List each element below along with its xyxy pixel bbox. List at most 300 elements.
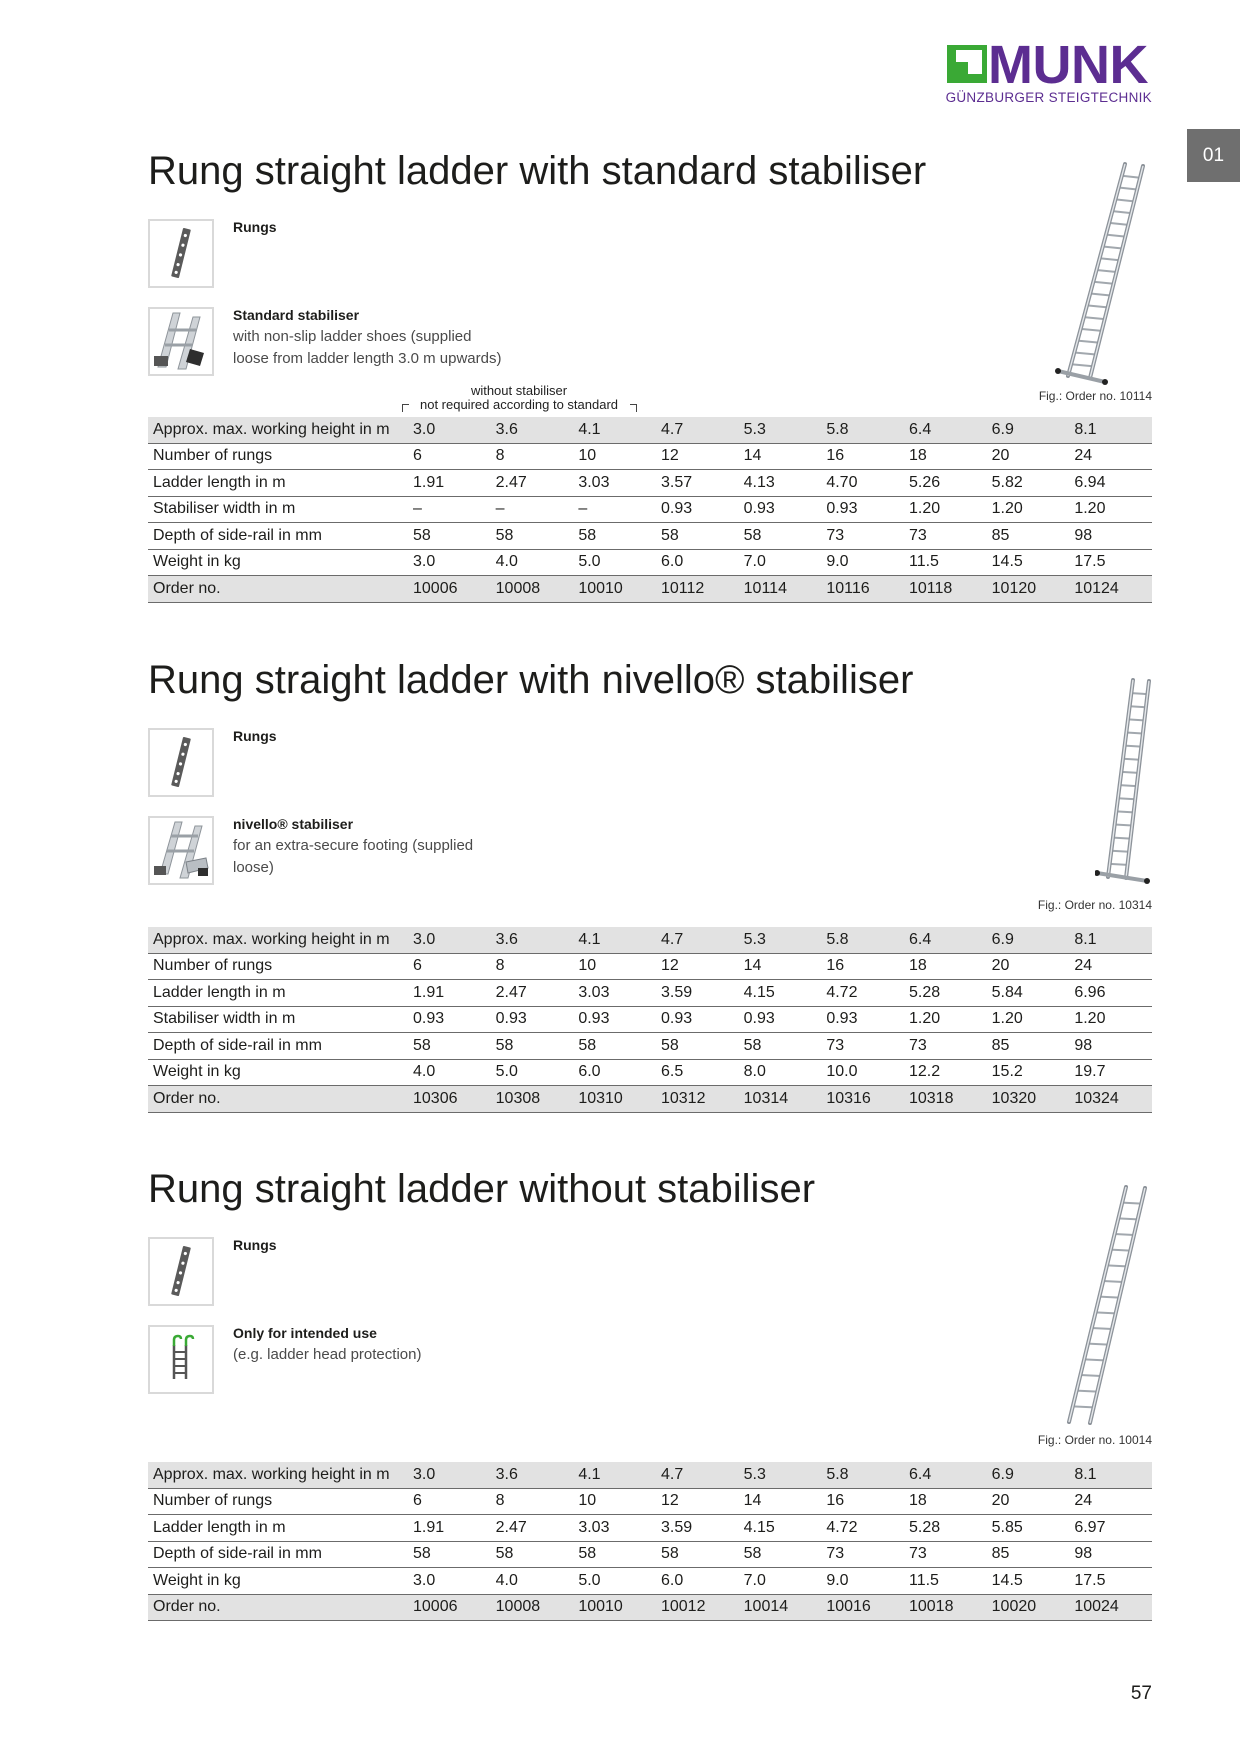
ladder-rung (1115, 824, 1132, 825)
table-cell: 8 (495, 1492, 505, 1510)
feature-rungs (233, 725, 277, 747)
row-label: Ladder length in m (153, 1518, 286, 1536)
table-cell: 0.93 (826, 1010, 858, 1028)
table-cell: 4.1 (578, 420, 601, 438)
table-cell: 0.93 (743, 1010, 775, 1028)
table-cell: 18 (908, 1492, 927, 1510)
table-cell: 8.1 (1074, 420, 1097, 438)
table-cell: 1.91 (413, 983, 445, 1001)
feature-intended-use (233, 1322, 421, 1366)
table-cell: 58 (660, 526, 679, 544)
table-cell: 9.0 (826, 1571, 849, 1589)
table-cell: 4.13 (743, 473, 775, 491)
table-cell: 10112 (660, 579, 705, 597)
table-cell: 12 (660, 957, 679, 975)
table-cell: 58 (660, 1036, 679, 1054)
table-cell: 4.0 (413, 1063, 436, 1081)
row-label: Depth of side-rail in mm (153, 1545, 322, 1563)
note-not-required: not required according to standard (419, 397, 618, 412)
table-cell: 6.0 (660, 1571, 684, 1589)
table-header-row (148, 1462, 1152, 1489)
table-cell: 1.91 (413, 473, 445, 491)
table-cell: 10018 (908, 1598, 954, 1616)
feature-description-line: for an extra-secure footing (supplied (233, 837, 474, 854)
table-row (148, 523, 1152, 550)
table-cell: 6.0 (578, 1063, 601, 1081)
table-row (148, 1489, 1152, 1516)
table-cell: 14 (743, 957, 762, 975)
table-cell: 6.5 (660, 1063, 684, 1081)
table-row (148, 444, 1152, 471)
feature-label: Only for intended use (233, 1325, 377, 1341)
table-cell: 10324 (1074, 1089, 1119, 1107)
table-cell: 58 (495, 1036, 514, 1054)
figure-caption: Fig.: Order no. 10314 (1037, 898, 1152, 912)
row-label: Ladder length in m (153, 983, 286, 1001)
table-cell: 10008 (495, 579, 541, 597)
rung-icon (148, 1237, 214, 1306)
ladder-rung (1093, 282, 1113, 284)
ladder-foot (1055, 368, 1061, 374)
table-cell: 6 (413, 447, 422, 465)
table-cell: 4.0 (495, 553, 518, 571)
table-cell: 98 (1074, 526, 1093, 544)
table-cell: 3.6 (495, 1465, 518, 1483)
table-cell: 6.9 (991, 1465, 1014, 1483)
table-cell: 10124 (1074, 579, 1119, 597)
table-cell: 6.4 (908, 1465, 932, 1483)
ladder-rung (1110, 864, 1128, 865)
table-cell: – (578, 500, 588, 518)
table-cell: 5.0 (495, 1063, 518, 1081)
table-cell: 6.9 (991, 930, 1014, 948)
table-cell: 6.4 (908, 420, 932, 438)
ladder-rung (1125, 746, 1142, 747)
table-cell: – (495, 500, 505, 518)
table-cell: 2.47 (495, 473, 527, 491)
ladder-rung (1081, 329, 1102, 331)
table-cell: 4.0 (495, 1571, 518, 1589)
row-label: Approx. max. working height in m (153, 930, 390, 948)
table-cell: 12 (660, 447, 679, 465)
figure-caption: Fig.: Order no. 10014 (1037, 1433, 1152, 1447)
feature-nivello-stabiliser (233, 813, 473, 879)
table-cell: 58 (578, 526, 597, 544)
table-cell: 10310 (578, 1089, 623, 1107)
feature-label: Rungs (233, 219, 277, 235)
table-cell: 4.72 (826, 1518, 858, 1536)
ladder-rung (1131, 693, 1147, 694)
table-cell: – (413, 500, 422, 518)
row-label: Order no. (153, 579, 221, 597)
ladder-rung (1121, 772, 1138, 773)
ladder-rung (1130, 706, 1146, 707)
ladder-figure (1095, 672, 1155, 892)
table-cell: 3.57 (660, 473, 693, 491)
row-label: Order no. (153, 1089, 221, 1107)
table-cell: 16 (826, 1492, 845, 1510)
table-cell: 58 (743, 1545, 762, 1563)
table-cell: 3.6 (495, 420, 518, 438)
table-cell: 10012 (660, 1598, 706, 1616)
table-cell: 3.0 (413, 1465, 436, 1483)
ladder-rung (1071, 364, 1093, 366)
table-cell: 10120 (991, 579, 1037, 597)
ladder-rung (1120, 785, 1137, 786)
table-cell: 3.03 (578, 983, 610, 1001)
feature-rungs (233, 1234, 277, 1256)
ladder-rung (1084, 317, 1105, 319)
table-cell: 5.3 (743, 930, 766, 948)
munk-logo-wordmark: MUNK (988, 35, 1148, 95)
table-cell: 58 (578, 1545, 597, 1563)
row-label: Number of rungs (153, 1492, 273, 1510)
ladder-rung (1107, 1265, 1127, 1266)
table-cell: 5.3 (743, 420, 766, 438)
ladder-rung (1111, 851, 1129, 852)
table-cell: 0.93 (495, 1010, 527, 1028)
note-bracket-left (402, 404, 409, 412)
ladder-figure (1060, 1182, 1155, 1430)
ladder-rung (1109, 223, 1128, 225)
ladder-rung (1073, 1406, 1094, 1407)
ladder-rung (1103, 246, 1123, 248)
table-cell: 3.0 (413, 1571, 436, 1589)
table-header-row (148, 417, 1152, 444)
table-cell: 7.0 (743, 1571, 766, 1589)
feature-description-line: loose) (233, 859, 274, 876)
table-cell: 10010 (578, 1598, 623, 1616)
row-label: Weight in kg (153, 553, 241, 571)
feature-description-line: loose from ladder length 3.0 m upwards) (233, 350, 502, 367)
table-cell: 5.84 (991, 983, 1023, 1001)
note-without-stabiliser: without stabiliser (470, 383, 568, 398)
table-cell: 14 (743, 447, 762, 465)
table-cell: 10006 (413, 579, 458, 597)
table-cell: 5.0 (578, 1571, 601, 1589)
table-cell: 10116 (826, 579, 870, 597)
table-cell: 6 (413, 957, 422, 975)
table-cell: 58 (495, 1545, 514, 1563)
table-cell: 3.0 (413, 553, 436, 571)
table-cell: 17.5 (1074, 553, 1106, 571)
table-cell: 5.8 (826, 1465, 849, 1483)
spec-table (148, 927, 1152, 1113)
table-cell: 58 (413, 526, 431, 544)
table-cell: 73 (908, 1545, 927, 1563)
table-cell: 10 (578, 1492, 597, 1510)
ladder-rung (1092, 1328, 1112, 1329)
ladder-figure (1055, 158, 1155, 386)
table-row (148, 1515, 1152, 1542)
table-cell: 85 (991, 1036, 1010, 1054)
table-cell: 4.7 (660, 1465, 684, 1483)
table-cell: 1.91 (413, 1518, 445, 1536)
table-row (148, 1086, 1152, 1113)
table-cell: 14.5 (991, 1571, 1023, 1589)
table-cell: 20 (991, 957, 1010, 975)
figure-caption: Fig.: Order no. 10114 (1038, 389, 1152, 403)
ladder-rung (1126, 733, 1143, 734)
table-cell: 8 (495, 447, 505, 465)
table-row (148, 576, 1152, 603)
page-number: 57 (1130, 1683, 1152, 1704)
table-cell: 3.59 (660, 983, 693, 1001)
feature-label: Rungs (233, 1237, 277, 1253)
table-cell: 10 (578, 447, 597, 465)
stabiliser-icon (148, 307, 214, 376)
ladder-rung (1084, 1359, 1104, 1360)
table-cell: 10320 (991, 1089, 1037, 1107)
table-cell: 16 (826, 957, 845, 975)
ladder-rung (1099, 1297, 1119, 1298)
table-cell: 0.93 (578, 1010, 610, 1028)
row-label: Depth of side-rail in mm (153, 526, 322, 544)
table-cell: 3.0 (413, 420, 436, 438)
table-cell: 6.0 (660, 553, 684, 571)
table-header-row (148, 927, 1152, 954)
section-title: Rung straight ladder without stabiliser (148, 1167, 816, 1211)
table-cell: 4.1 (578, 930, 601, 948)
table-cell: 20 (991, 1492, 1010, 1510)
table-cell: 8.0 (743, 1063, 766, 1081)
feature-label: Rungs (233, 728, 277, 744)
row-label: Ladder length in m (153, 473, 286, 491)
table-cell: 58 (413, 1036, 431, 1054)
table-cell: 8.1 (1074, 1465, 1097, 1483)
table-cell: 18 (908, 447, 927, 465)
table-row (148, 550, 1152, 577)
feature-label: Standard stabiliser (233, 307, 360, 323)
table-cell: 5.8 (826, 930, 849, 948)
table-cell: 1.20 (1074, 1010, 1106, 1028)
table-cell: 73 (826, 526, 845, 544)
table-cell: 10016 (826, 1598, 871, 1616)
chapter-tab: 01 (1187, 129, 1240, 182)
ladder-rung (1128, 719, 1144, 720)
table-cell: 8.1 (1074, 930, 1097, 948)
row-label: Order no. (153, 1598, 221, 1616)
table-cell: 3.0 (413, 930, 436, 948)
table-cell: 5.82 (991, 473, 1023, 491)
table-cell: 6.97 (1074, 1518, 1106, 1536)
table-cell: 24 (1074, 447, 1093, 465)
table-cell: 58 (413, 1545, 431, 1563)
table-cell: 10010 (578, 579, 623, 597)
table-cell: 24 (1074, 1492, 1093, 1510)
table-row (148, 470, 1152, 497)
feature-description-line: (e.g. ladder head protection) (233, 1346, 422, 1363)
spec-table (148, 1462, 1152, 1621)
ladder-rung (1080, 1375, 1101, 1376)
table-cell: 10314 (743, 1089, 789, 1107)
table-row (148, 1033, 1152, 1060)
table-cell: 2.47 (495, 983, 527, 1001)
table-cell: 73 (908, 526, 927, 544)
ladder-rung (1112, 211, 1131, 213)
table-cell: 7.0 (743, 553, 766, 571)
nivello-stabiliser-icon (148, 816, 214, 885)
table-cell: 5.3 (743, 1465, 766, 1483)
table-cell: 73 (826, 1545, 845, 1563)
ladder-rung (1078, 341, 1099, 343)
table-cell: 10306 (413, 1089, 458, 1107)
table-cell: 73 (826, 1036, 845, 1054)
ladder-rung (1087, 305, 1108, 307)
table-cell: 15.2 (991, 1063, 1023, 1081)
table-cell: 10024 (1074, 1598, 1119, 1616)
row-label: Number of rungs (153, 957, 273, 975)
table-cell: 6.94 (1074, 473, 1106, 491)
table-cell: 58 (660, 1545, 679, 1563)
table-cell: 58 (495, 526, 514, 544)
feature-standard-stabiliser (233, 304, 501, 370)
table-cell: 14.5 (991, 553, 1023, 571)
spec-table (148, 417, 1152, 603)
table-cell: 11.5 (908, 553, 939, 571)
table-cell: 6 (413, 1492, 422, 1510)
table-cell: 4.1 (578, 1465, 601, 1483)
table-cell: 16 (826, 447, 845, 465)
row-label: Weight in kg (153, 1571, 241, 1589)
table-cell: 5.0 (578, 553, 601, 571)
table-cell: 0.93 (413, 1010, 445, 1028)
table-cell: 10006 (413, 1598, 458, 1616)
table-row (148, 980, 1152, 1007)
table-cell: 10312 (660, 1089, 706, 1107)
table-cell: 3.03 (578, 473, 610, 491)
rung-icon (148, 219, 214, 288)
ladder-rung (1111, 1250, 1131, 1251)
table-cell: 20 (991, 447, 1010, 465)
table-cell: 2.47 (495, 1518, 527, 1536)
table-cell: 11.5 (908, 1571, 939, 1589)
table-row (148, 1568, 1152, 1595)
table-cell: 6.9 (991, 420, 1014, 438)
feature-description-line: with non-slip ladder shoes (supplied (233, 328, 472, 345)
table-row (148, 497, 1152, 524)
ladder-rung (1116, 811, 1133, 812)
section-title: Rung straight ladder with standard stabiliser (148, 149, 927, 193)
table-cell: 3.59 (660, 1518, 693, 1536)
table-cell: 3.03 (578, 1518, 610, 1536)
note-bracket-right (630, 404, 637, 412)
table-cell: 58 (743, 526, 762, 544)
ladder-rung (1077, 1391, 1098, 1392)
ladder-foot (1144, 878, 1150, 884)
ladder-rung (1103, 1281, 1123, 1282)
ladder-rung (1096, 1312, 1116, 1313)
section-title: Rung straight ladder with nivello® stabiliser (148, 658, 914, 702)
ladder-rung (1097, 270, 1117, 272)
table-cell: 8 (495, 957, 505, 975)
table-cell: 12.2 (908, 1063, 941, 1081)
rung-icon (148, 728, 214, 797)
ladder-rung (1122, 176, 1140, 178)
table-cell: 1.20 (991, 500, 1023, 518)
table-cell: 1.20 (991, 1010, 1023, 1028)
table-cell: 10.0 (826, 1063, 858, 1081)
row-label: Depth of side-rail in mm (153, 1036, 322, 1054)
ladder-rung (1119, 188, 1137, 190)
table-cell: 5.28 (908, 983, 941, 1001)
table-cell: 1.20 (908, 1010, 941, 1028)
table-cell: 10114 (743, 579, 787, 597)
table-cell: 5.85 (991, 1518, 1023, 1536)
table-cell: 85 (991, 1545, 1010, 1563)
table-cell: 4.15 (743, 1518, 775, 1536)
row-label: Stabiliser width in m (153, 500, 296, 518)
table-cell: 14 (743, 1492, 762, 1510)
table-row (148, 1595, 1152, 1622)
table-row (148, 1007, 1152, 1034)
table-cell: 85 (991, 526, 1010, 544)
table-cell: 4.15 (743, 983, 775, 1001)
table-cell: 12 (660, 1492, 679, 1510)
table-cell: 0.93 (743, 500, 775, 518)
ladder-foot (1102, 379, 1108, 385)
row-label: Approx. max. working height in m (153, 420, 390, 438)
table-cell: 10 (578, 957, 597, 975)
table-cell: 58 (578, 1036, 597, 1054)
ladder-rung (1122, 1203, 1141, 1204)
table-cell: 10008 (495, 1598, 541, 1616)
table-cell: 24 (1074, 957, 1093, 975)
ladder-rung (1115, 1234, 1134, 1235)
row-label: Approx. max. working height in m (153, 1465, 390, 1483)
row-label: Number of rungs (153, 447, 273, 465)
table-cell: 98 (1074, 1545, 1093, 1563)
stabiliser-bar (1097, 873, 1147, 881)
feature-rungs (233, 216, 277, 238)
table-row (148, 1542, 1152, 1569)
table-cell: 10020 (991, 1598, 1037, 1616)
table-cell: 0.93 (660, 500, 693, 518)
row-label: Stabiliser width in m (153, 1010, 296, 1028)
ladder-rung (1118, 1218, 1137, 1219)
ladder-rung (1123, 759, 1140, 760)
ladder-rung (1118, 798, 1135, 799)
ladder-rung (1116, 199, 1135, 201)
table-cell: 4.7 (660, 930, 684, 948)
table-cell: 10316 (826, 1089, 871, 1107)
table-cell: 6.96 (1074, 983, 1106, 1001)
table-cell: 10318 (908, 1089, 954, 1107)
table-cell: 4.70 (826, 473, 858, 491)
table-cell: 5.28 (908, 1518, 941, 1536)
stabiliser-bar (1058, 371, 1105, 382)
table-cell: 5.26 (908, 473, 941, 491)
table-cell: 1.20 (1074, 500, 1106, 518)
table-cell: 0.93 (826, 500, 858, 518)
table-cell: 10308 (495, 1089, 541, 1107)
table-cell: 73 (908, 1036, 927, 1054)
munk-logo-mark-icon (947, 45, 987, 83)
table-row (148, 1060, 1152, 1087)
table-cell: 58 (743, 1036, 762, 1054)
table-cell: 0.93 (660, 1010, 693, 1028)
table-cell: 4.72 (826, 983, 858, 1001)
ladder-rung (1113, 838, 1131, 839)
table-cell: 19.7 (1074, 1063, 1106, 1081)
ladder-rung (1088, 1344, 1108, 1345)
ladder-head-protection-icon (148, 1325, 214, 1394)
table-cell: 10014 (743, 1598, 789, 1616)
ladder-rung (1106, 235, 1125, 237)
ladder-rung (1100, 258, 1120, 260)
table-row (148, 954, 1152, 981)
row-label: Weight in kg (153, 1063, 241, 1081)
